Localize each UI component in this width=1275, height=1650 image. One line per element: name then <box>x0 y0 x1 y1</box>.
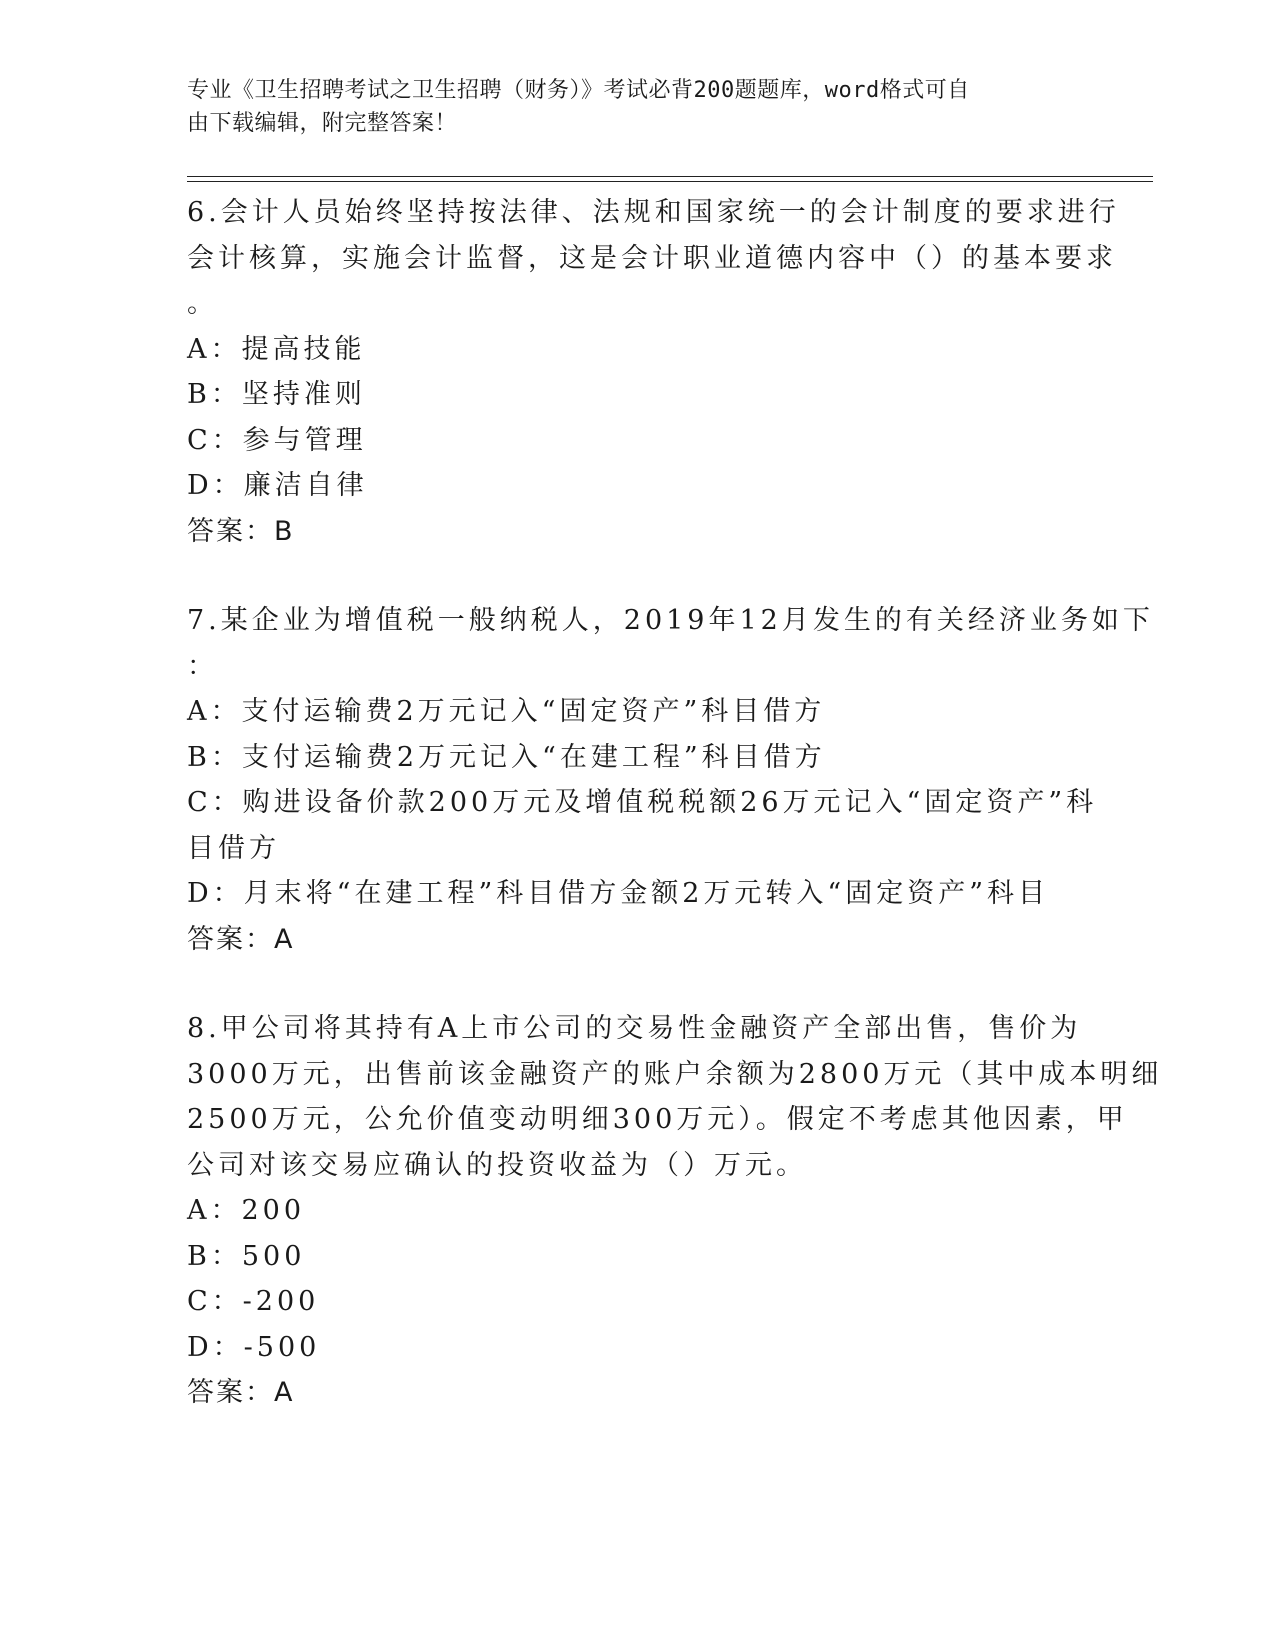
option-d: D：廉洁自律 <box>187 470 368 501</box>
header-line-1: 专业《卫生招聘考试之卫生招聘（财务）》考试必背200题题库，word格式可自 <box>187 78 970 103</box>
option-c-continued: 目借方 <box>187 832 280 864</box>
question-stem-line: 2500万元，公允价值变动明细300万元）。假定不考虑其他因素，甲 <box>187 1104 1128 1135</box>
option-d: D：月末将“在建工程”科目借方金额2万元转入“固定资产”科目 <box>187 878 1050 909</box>
option-b: B：支付运输费2万元记入“在建工程”科目借方 <box>187 741 826 773</box>
spacer <box>187 962 1087 1006</box>
option-a: A：200 <box>187 1195 306 1226</box>
question-stem-line: 8.甲公司将其持有A上市公司的交易性金融资产全部出售，售价为 <box>187 1013 1082 1044</box>
question-list <box>187 190 1163 1416</box>
document-header <box>187 74 1067 140</box>
option-a: A：提高技能 <box>187 333 366 365</box>
answer-label: 答案：B <box>187 515 295 547</box>
header-divider-top <box>187 176 1153 177</box>
spacer <box>187 554 1087 598</box>
option-a: A：支付运输费2万元记入“固定资产”科目借方 <box>187 696 826 727</box>
option-d: D：-500 <box>187 1331 321 1363</box>
answer-label: 答案：A <box>187 923 295 955</box>
option-b: B：500 <box>187 1240 306 1272</box>
option-c: C：购进设备价款200万元及增值税税额26万元记入“固定资产”科 <box>187 787 1098 818</box>
header-divider-bottom <box>187 181 1153 182</box>
question-stem-line: 。 <box>187 288 218 319</box>
question-stem-line: ： <box>187 650 218 682</box>
question-stem-line: 会计核算，实施会计监督，这是会计职业道德内容中（）的基本要求 <box>187 242 1117 274</box>
question-stem-line: 3000万元，出售前该金融资产的账户余额为2800万元（其中成本明细 <box>187 1058 1163 1090</box>
option-c: C：-200 <box>187 1286 320 1317</box>
question-7 <box>187 598 1154 962</box>
question-stem-line: 7.某企业为增值税一般纳税人，2019年12月发生的有关经济业务如下 <box>187 605 1154 636</box>
option-b: B：坚持准则 <box>187 379 366 410</box>
header-line-2: 由下载编辑，附完整答案！ <box>187 111 458 136</box>
question-6 <box>187 190 1120 554</box>
question-stem-line: 公司对该交易应确认的投资收益为（）万元。 <box>187 1149 807 1181</box>
question-8 <box>187 1006 1163 1416</box>
option-c: C：参与管理 <box>187 424 367 456</box>
answer-label: 答案：A <box>187 1377 295 1408</box>
question-stem-line: 6.会计人员始终坚持按法律、法规和国家统一的会计制度的要求进行 <box>187 197 1120 228</box>
